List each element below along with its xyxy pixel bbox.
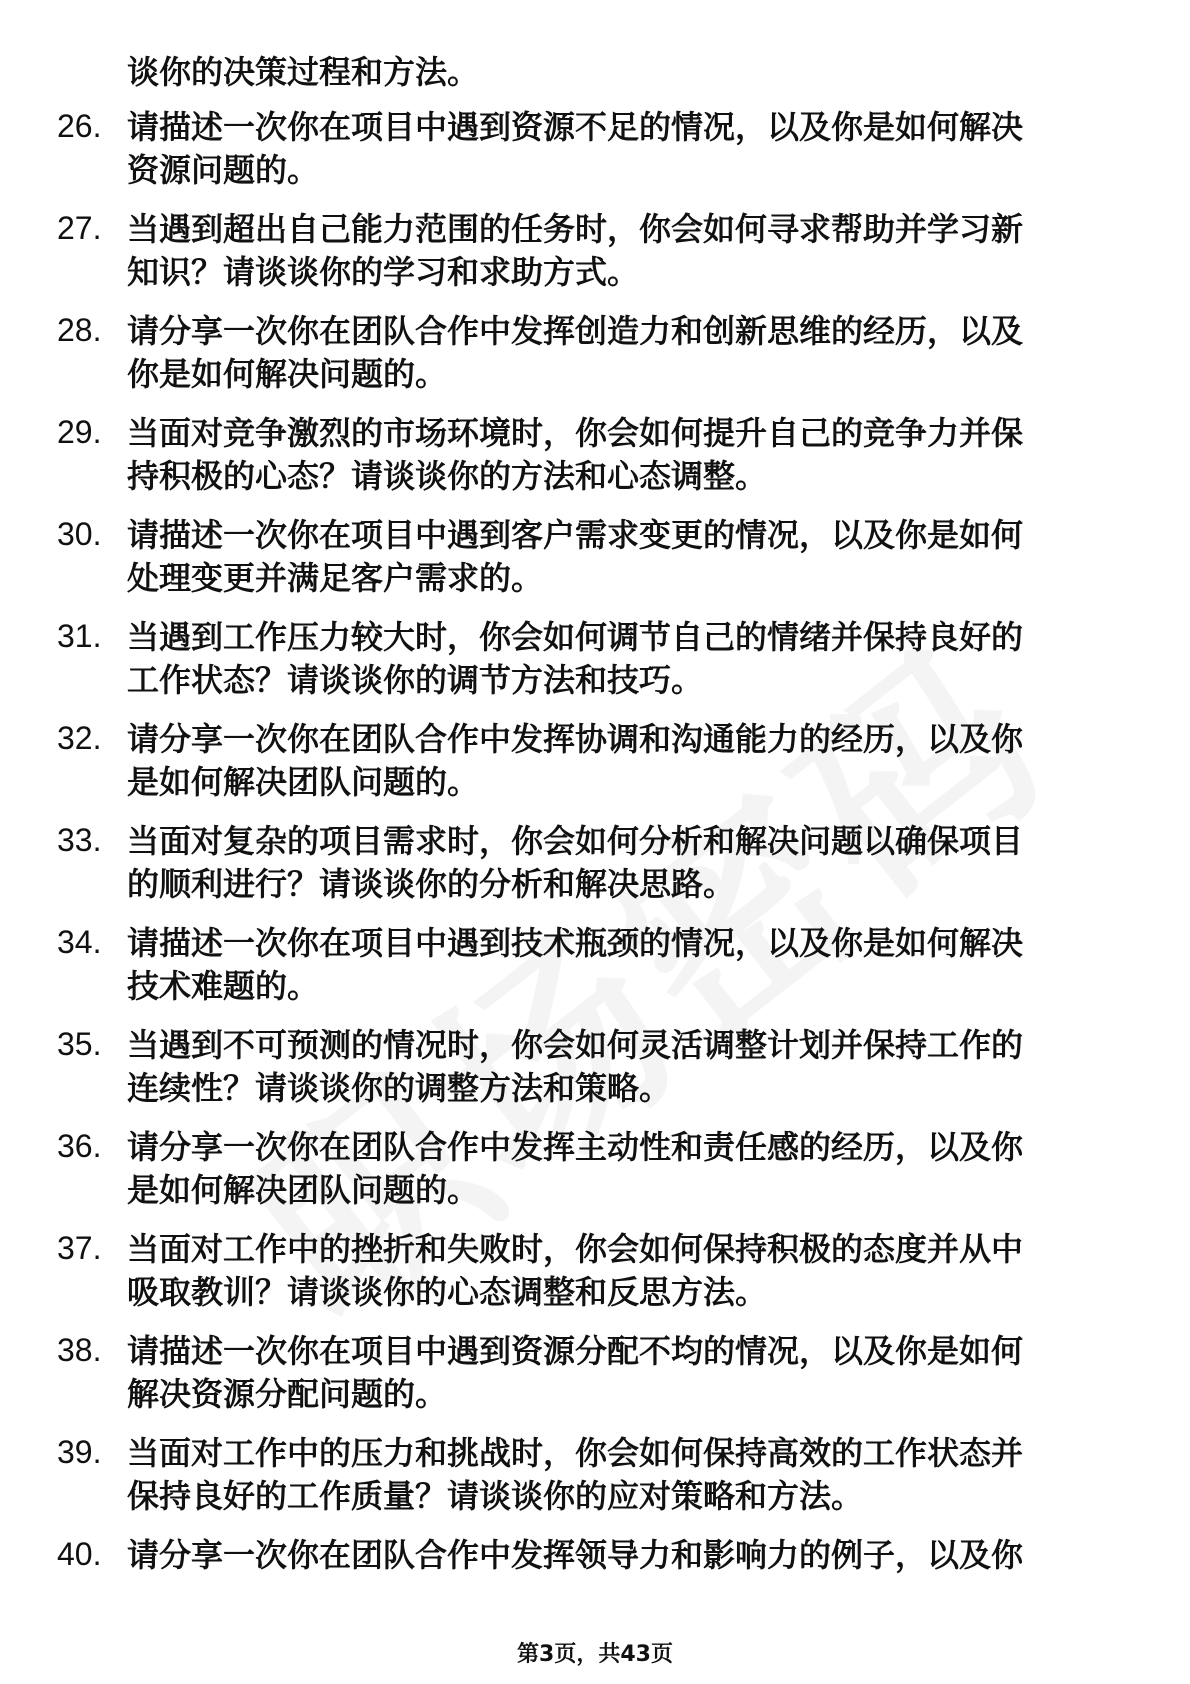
- question-line: 当遇到超出自己能力范围的任务时，你会如何寻求帮助并学习新: [127, 210, 1024, 248]
- question-text: [127, 412, 1117, 498]
- question-text: [127, 208, 1117, 294]
- question-line: 请分享一次你在团队合作中发挥创造力和创新思维的经历，以及: [127, 312, 1024, 350]
- question-line: 当面对工作中的挫折和失败时，你会如何保持积极的态度并从中: [127, 1230, 1024, 1268]
- question-number: 40.: [57, 1536, 102, 1572]
- question-line: 请分享一次你在团队合作中发挥主动性和责任感的经历，以及你: [127, 1128, 1024, 1166]
- question-text: [127, 106, 1117, 192]
- question-number: 31.: [57, 618, 102, 654]
- question-line: 是如何解决团队问题的。: [127, 1171, 480, 1209]
- question-line: 工作状态？请谈谈你的调节方法和技巧。: [127, 661, 704, 699]
- question-line: 当面对竞争激烈的市场环境时，你会如何提升自己的竞争力并保: [127, 414, 1024, 452]
- question-line: 处理变更并满足客户需求的。: [127, 559, 544, 597]
- question-number: 34.: [57, 924, 102, 960]
- question-number: 30.: [57, 516, 102, 552]
- question-text: [127, 310, 1117, 396]
- question-text: [127, 1432, 1117, 1518]
- question-number: 39.: [57, 1434, 102, 1470]
- question-line: 保持良好的工作质量？请谈谈你的应对策略和方法。: [127, 1477, 864, 1515]
- continuation-text: 谈你的决策过程和方法。: [127, 53, 480, 91]
- question-line: 的顺利进行？请谈谈你的分析和解决思路。: [127, 865, 736, 903]
- question-number: 29.: [57, 414, 102, 450]
- question-text: [127, 1330, 1117, 1416]
- question-number: 36.: [57, 1128, 102, 1164]
- question-line: 当面对复杂的项目需求时，你会如何分析和解决问题以确保项目: [127, 822, 1024, 860]
- question-line: 当遇到不可预测的情况时，你会如何灵活调整计划并保持工作的: [127, 1026, 1024, 1064]
- question-line: 请描述一次你在项目中遇到技术瓶颈的情况，以及你是如何解决: [127, 924, 1024, 962]
- question-line: 请分享一次你在团队合作中发挥协调和沟通能力的经历，以及你: [127, 720, 1024, 758]
- question-number: 28.: [57, 312, 102, 348]
- question-text: [127, 616, 1117, 702]
- question-number: 37.: [57, 1230, 102, 1266]
- question-number: 38.: [57, 1332, 102, 1368]
- question-line: 请描述一次你在项目中遇到资源分配不均的情况，以及你是如何: [127, 1332, 1024, 1370]
- question-text: [127, 1126, 1117, 1212]
- question-text: [127, 1534, 1117, 1577]
- question-text: [127, 1024, 1117, 1110]
- question-line: 资源问题的。: [127, 151, 320, 189]
- question-line: 当遇到工作压力较大时，你会如何调节自己的情绪并保持良好的: [127, 618, 1024, 656]
- question-line: 连续性？请谈谈你的调整方法和策略。: [127, 1069, 672, 1107]
- question-line: 持积极的心态？请谈谈你的方法和心态调整。: [127, 457, 768, 495]
- question-text: [127, 718, 1117, 804]
- question-line: 解决资源分配问题的。: [127, 1375, 448, 1413]
- question-text: [127, 820, 1117, 906]
- question-line: 请描述一次你在项目中遇到资源不足的情况，以及你是如何解决: [127, 108, 1024, 146]
- question-line: 你是如何解决问题的。: [127, 355, 448, 393]
- question-line: 吸取教训？请谈谈你的心态调整和反思方法。: [127, 1273, 768, 1311]
- question-number: 35.: [57, 1026, 102, 1062]
- question-text: [127, 922, 1117, 1008]
- question-number: 32.: [57, 720, 102, 756]
- question-text: [127, 1228, 1117, 1314]
- question-line: 请分享一次你在团队合作中发挥领导力和影响力的例子，以及你: [127, 1536, 1024, 1574]
- page-footer: 第3页，共43页: [517, 1642, 673, 1667]
- question-line: 技术难题的。: [127, 967, 320, 1005]
- question-line: 请描述一次你在项目中遇到客户需求变更的情况，以及你是如何: [127, 516, 1024, 554]
- question-number: 27.: [57, 210, 102, 246]
- question-number: 26.: [57, 108, 102, 144]
- question-text: [127, 514, 1117, 600]
- question-line: 是如何解决团队问题的。: [127, 763, 480, 801]
- question-number: 33.: [57, 822, 102, 858]
- question-line: 知识？请谈谈你的学习和求助方式。: [127, 253, 640, 291]
- question-line: 当面对工作中的压力和挑战时，你会如何保持高效的工作状态并: [127, 1434, 1024, 1472]
